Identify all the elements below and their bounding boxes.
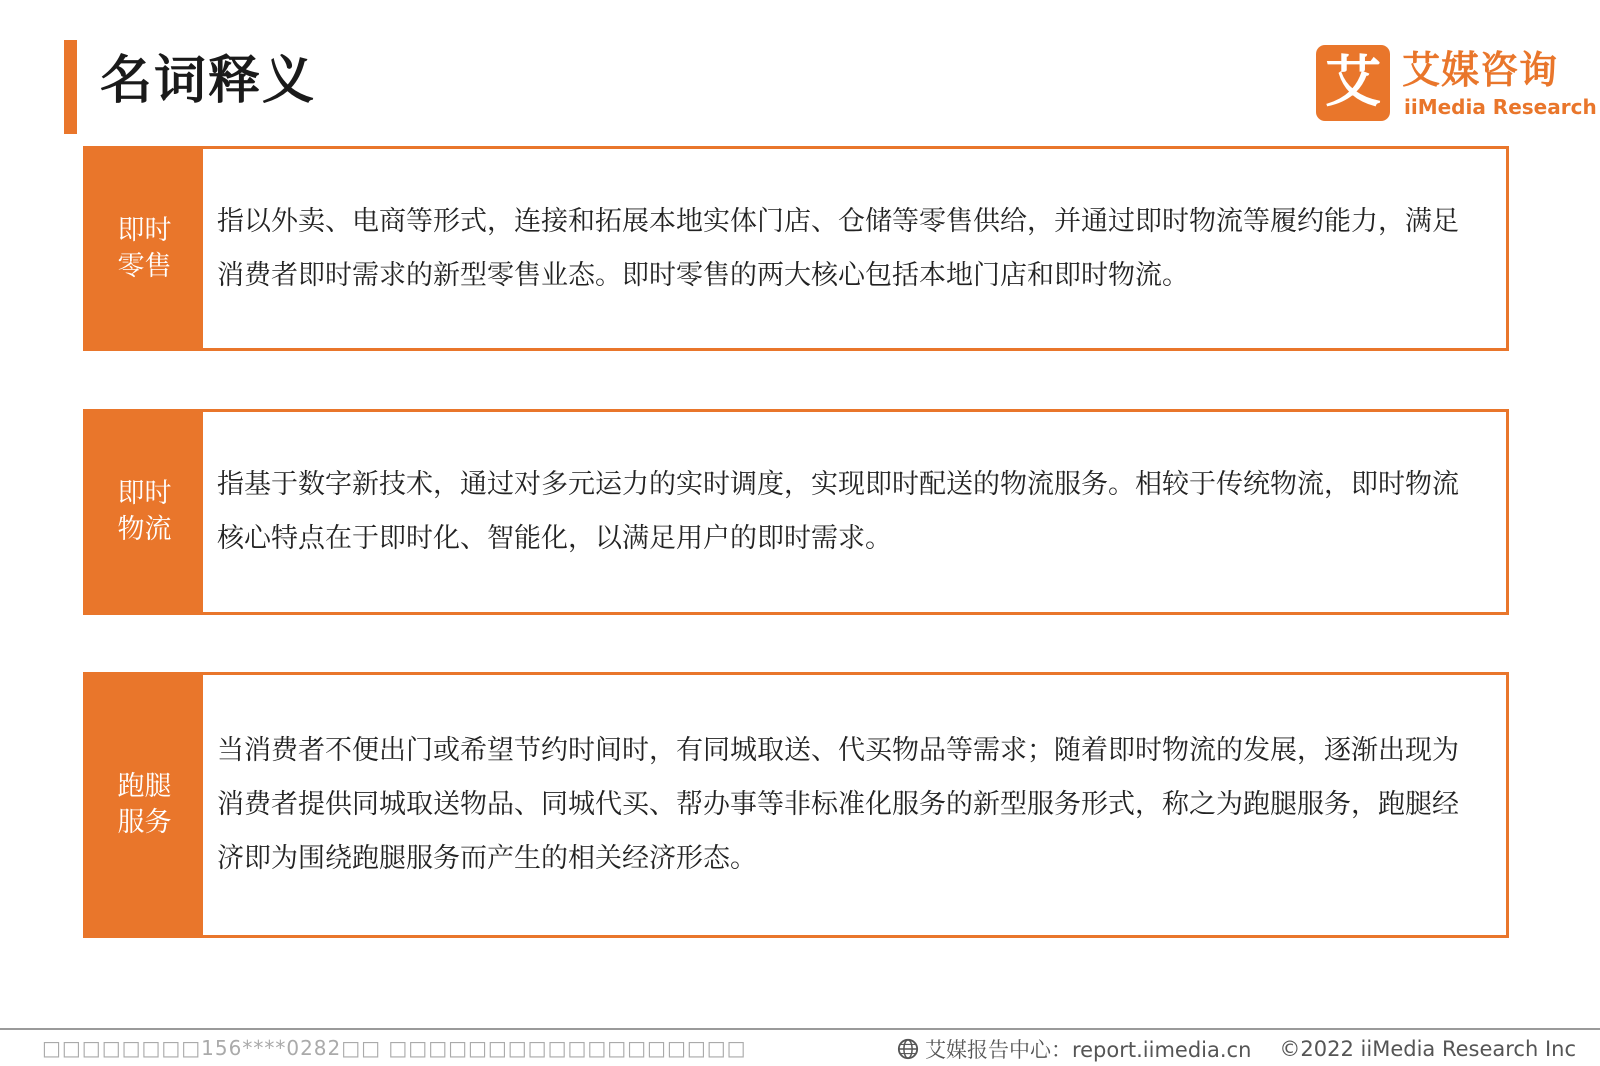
term-description-box: [217, 412, 1484, 612]
term-description: 指以外卖、电商等形式，连接和拓展本地实体门店、仓储等零售供给，并通过即时物流等履约能力，满足消费者即时需求的新型零售业态。即时零售的两大核心包括本地门店和即时物流。: [217, 205, 1459, 291]
company-logo: [1316, 45, 1597, 123]
globe-icon: [897, 1038, 919, 1060]
footer-copyright: ©2022 iiMedia Research Inc: [1279, 1037, 1576, 1061]
logo-name-en: iiMedia Research: [1404, 95, 1597, 119]
term-label: 即时物流: [117, 478, 172, 545]
term-label: 跑腿服务: [117, 771, 172, 838]
footer-watermark: □□□□□□□□156****0282□□ □□□□□□□□□□□□□□□□□□: [42, 1036, 747, 1060]
footer-source-text[interactable]: 艾媒报告中心：report.iimedia.cn: [924, 1038, 1252, 1062]
term-label: 即时零售: [117, 214, 172, 282]
term-description-box: [217, 149, 1484, 348]
term-description: 当消费者不便出门或希望节约时间时，有同城取送、代买物品等需求；随着即时物流的发展，逐渐出现为消费者提供同城取送物品、同城代买、帮办事等非标准化服务的新型服务形式，称之为跑腿服务，跑腿经济即为围绕跑腿服务而产生的相关经济形态。: [217, 735, 1459, 874]
term-description-box: [217, 675, 1484, 935]
title-accent-bar: [64, 40, 77, 134]
term-label-box: [86, 675, 203, 935]
footer-source: [897, 1034, 1576, 1064]
footer-divider: [0, 1028, 1600, 1030]
term-description: 指基于数字新技术，通过对多元运力的实时调度，实现即时配送的物流服务。相较于传统物流，即时物流核心特点在于即时化、智能化，以满足用户的即时需求。: [217, 469, 1459, 554]
term-card-errand-service: [83, 672, 1509, 938]
term-card-instant-retail: [83, 146, 1509, 351]
logo-name-cn: 艾媒咨询: [1402, 48, 1559, 92]
term-label-box: [86, 412, 203, 612]
logo-mark: 艾: [1316, 45, 1390, 121]
term-card-instant-logistics: [83, 409, 1509, 615]
term-label-box: [86, 149, 203, 348]
page-title: 名词释义: [100, 51, 317, 111]
